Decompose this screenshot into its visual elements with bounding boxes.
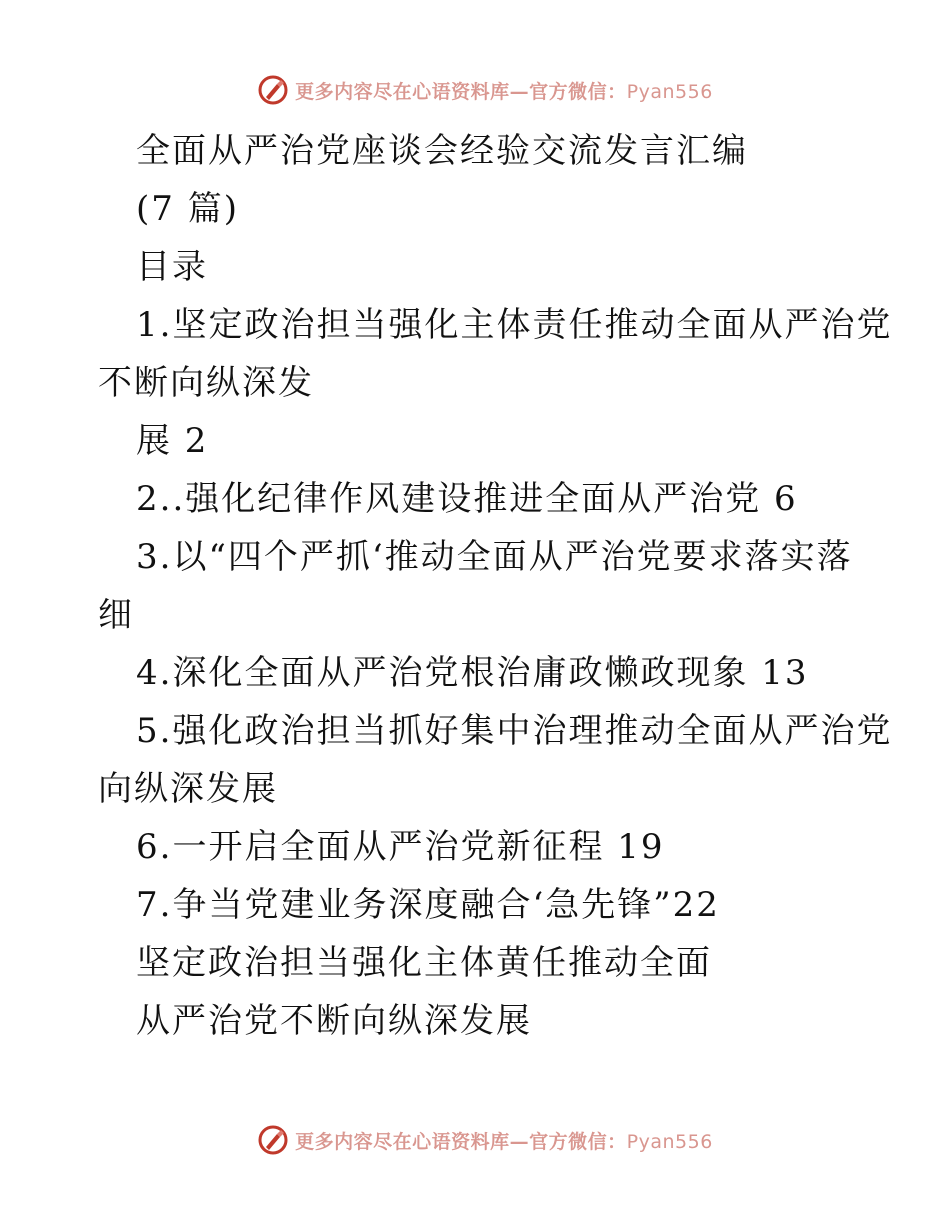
toc-item-7: 7.争当党建业务深度融合‘急先锋”22 xyxy=(136,885,720,925)
document-body xyxy=(98,122,893,1050)
watermark-wechat-id: Pyan556 xyxy=(626,80,713,103)
toc-item-1: 1.坚定政治担当强化主体责任推动全面从严治党 xyxy=(136,305,893,345)
footer-watermark xyxy=(0,1120,950,1160)
toc-item-1-continued: 不断向纵深发 xyxy=(98,363,314,403)
toc-item-5-continued: 向纵深发展 xyxy=(98,769,278,809)
toc-item-6: 6.一开启全面从严治党新征程 19 xyxy=(136,827,665,867)
toc-item-3-continued: 细 xyxy=(98,595,134,635)
toc-item-3: 3.以“四个严抓‘推动全面从严治党要求落实落 xyxy=(136,537,853,577)
watermark-wechat-id: Pyan556 xyxy=(626,1130,713,1153)
header-watermark xyxy=(0,70,950,110)
watermark-text: 更多内容尽在心语资料库—官方微信：Pyan556 xyxy=(295,1130,713,1153)
toc-item-4: 4.深化全面从严治党根治庸政懒政现象 13 xyxy=(136,653,809,693)
watermark-text: 更多内容尽在心语资料库—官方微信：Pyan556 xyxy=(295,80,713,103)
document-title-count: (7 篇) xyxy=(136,189,239,229)
section-title-continued: 从严治党不断向纵深发展 xyxy=(136,1001,532,1041)
toc-item-5: 5.强化政治担当抓好集中治理推动全面从严治党 xyxy=(136,711,893,751)
watermark-group xyxy=(257,74,713,106)
document-title: 全面从严治党座谈会经验交流发言汇编 xyxy=(136,131,748,171)
watermark-group xyxy=(257,1124,713,1156)
pen-logo-icon xyxy=(257,74,289,106)
toc-item-2: 2..强化纪律作风建设推进全面从严治党 6 xyxy=(136,479,798,519)
section-title: 坚定政治担当强化主体黄任推动全面 xyxy=(136,943,712,983)
pen-logo-icon xyxy=(257,1124,289,1156)
toc-heading: 目录 xyxy=(136,247,208,287)
toc-item-1-page: 展 2 xyxy=(136,421,209,461)
